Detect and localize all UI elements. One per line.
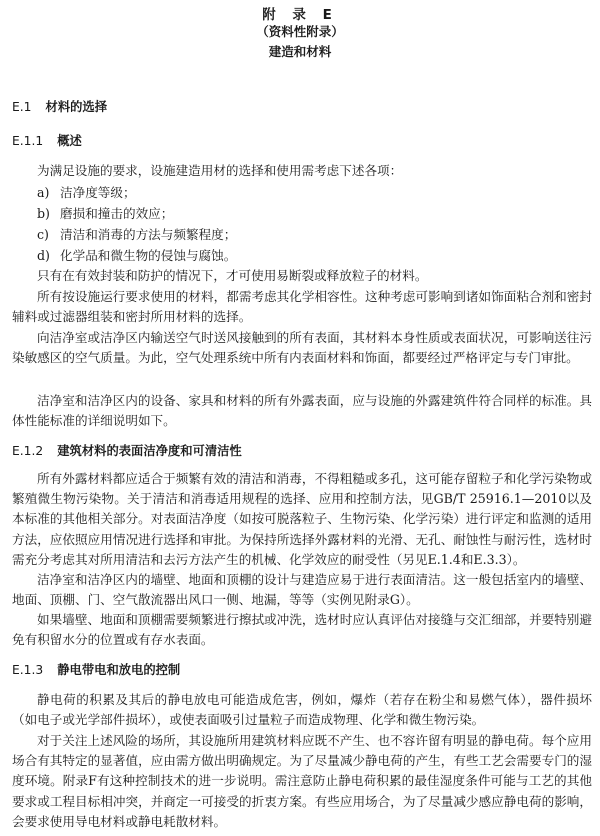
list-item xyxy=(37,182,136,201)
list-item xyxy=(37,245,236,264)
list-marker: d) xyxy=(37,248,50,263)
list-marker: b) xyxy=(37,206,50,221)
section-number: E.1.1 xyxy=(12,134,44,148)
paragraph: 静电荷的积累及其后的静电放电可能造成危害，例如，爆炸（若存在粉尘和易燃气体），器件损坏（如电子或光学部件损坏），或使表面吸引过量粒子而造成物理、化学和微生物污染。 xyxy=(12,692,592,728)
paragraph: 只有在有效封装和防护的情况下，才可使用易断裂或释放粒子的材料。 xyxy=(37,268,428,283)
paragraph: 为满足设施的要求，设施建造用材的选择和使用需考虑下述各项： xyxy=(37,163,403,178)
paragraph: 所有按设施运行要求使用的材料，都需考虑其化学相容性。这种考虑可影响到诸如饰面粘合剂和密封辅料或过滤器组装和密封所用材料的选择。 xyxy=(12,289,592,325)
section-e11-heading xyxy=(12,131,82,149)
appendix-title: 建造和材料 xyxy=(268,44,332,59)
appendix-note: （资料性附录） xyxy=(256,24,344,39)
section-e13-heading xyxy=(12,660,180,678)
list-marker: c) xyxy=(37,227,49,242)
paragraph: 对于关注上述风险的场所，其设施所用建筑材料应既不产生、也不容许留有明显的静电荷。每个应用场合有其特定的显著值，应由需方做出明确规定。为了尽量减少静电荷的产生，有些工艺会需要专门的湿度环境。附录F有这种控制技术的进一步说明。需注意防止静电荷积累的最佳湿度条件可能与工艺的其他要求或工程目标相冲突，并商定一可接受的折衷方案。有些应用场合，为了尽量减少感应静电荷的影响，会要求使用导电材料或静电耗散材料。 xyxy=(12,733,592,829)
section-e12-heading xyxy=(12,441,242,459)
appendix-heading: 附 录 E xyxy=(262,7,338,23)
section-number: E.1.2 xyxy=(12,444,44,458)
section-title: 概述 xyxy=(57,134,82,148)
paragraph: 洁净室和洁净区内的墙壁、地面和顶棚的设计与建造应易于进行表面清洁。这一般包括室内的墙壁、地面、顶棚、门、空气散流器出风口一侧、地漏，等等（实例见附录G）。 xyxy=(12,572,592,608)
paragraph: 洁净室和洁净区内的设备、家具和材料的所有外露表面，应与设施的外露建筑件符合同样的标准。具体性能标准的详细说明如下。 xyxy=(12,393,592,429)
section-title: 建筑材料的表面洁净度和可清洁性 xyxy=(57,444,242,458)
list-marker: a) xyxy=(37,185,50,200)
list-item xyxy=(37,224,236,243)
list-text: 洁净度等级； xyxy=(60,185,136,200)
section-title: 材料的选择 xyxy=(45,100,108,114)
list-text: 清洁和消毒的方法与频繁程度； xyxy=(60,227,237,242)
section-number: E.1 xyxy=(12,100,32,114)
list-text: 磨损和撞击的效应； xyxy=(60,206,174,221)
list-text: 化学品和微生物的侵蚀与腐蚀。 xyxy=(60,248,237,263)
list-item xyxy=(37,203,173,222)
paragraph: 向洁净室或洁净区内输送空气时送风接触到的所有表面，其材料本身性质或表面状况，可影响送往污染敏感区的空气质量。为此，空气处理系统中所有内表面材料和饰面，都要经过严格评定与专门审批。 xyxy=(12,330,592,366)
paragraph: 如果墙壁、地面和顶棚需要频繁进行擦拭或冲洗，选材时应认真评估对接缝与交汇细部，并要特别避免有积留水分的位置或有存水表面。 xyxy=(12,612,592,648)
section-e1-heading xyxy=(12,97,107,115)
paragraph: 所有外露材料都应适合于频繁有效的清洁和消毒，不得粗糙或多孔，这可能存留粒子和化学污染物或繁殖微生物污染物。关于清洁和消毒适用规程的选择、应用和控制方法，见GB/T 25916.1—2010以及本标准的其他相关部分。对表面洁净度（如按可脱落粒子、生物污染、化学污染）进行评定和监测的适用方法，应依照应用情况进行选择和审批。为保持所选择外露材料的光滑、无孔、耐蚀性与耐污性，选材时需充分考虑其对所用清洁和去污方法产生的机械、化学效应的耐受性（另见E.1.4和E.3.3）。 xyxy=(12,471,592,567)
section-title: 静电带电和放电的控制 xyxy=(57,663,181,677)
section-number: E.1.3 xyxy=(12,663,44,677)
